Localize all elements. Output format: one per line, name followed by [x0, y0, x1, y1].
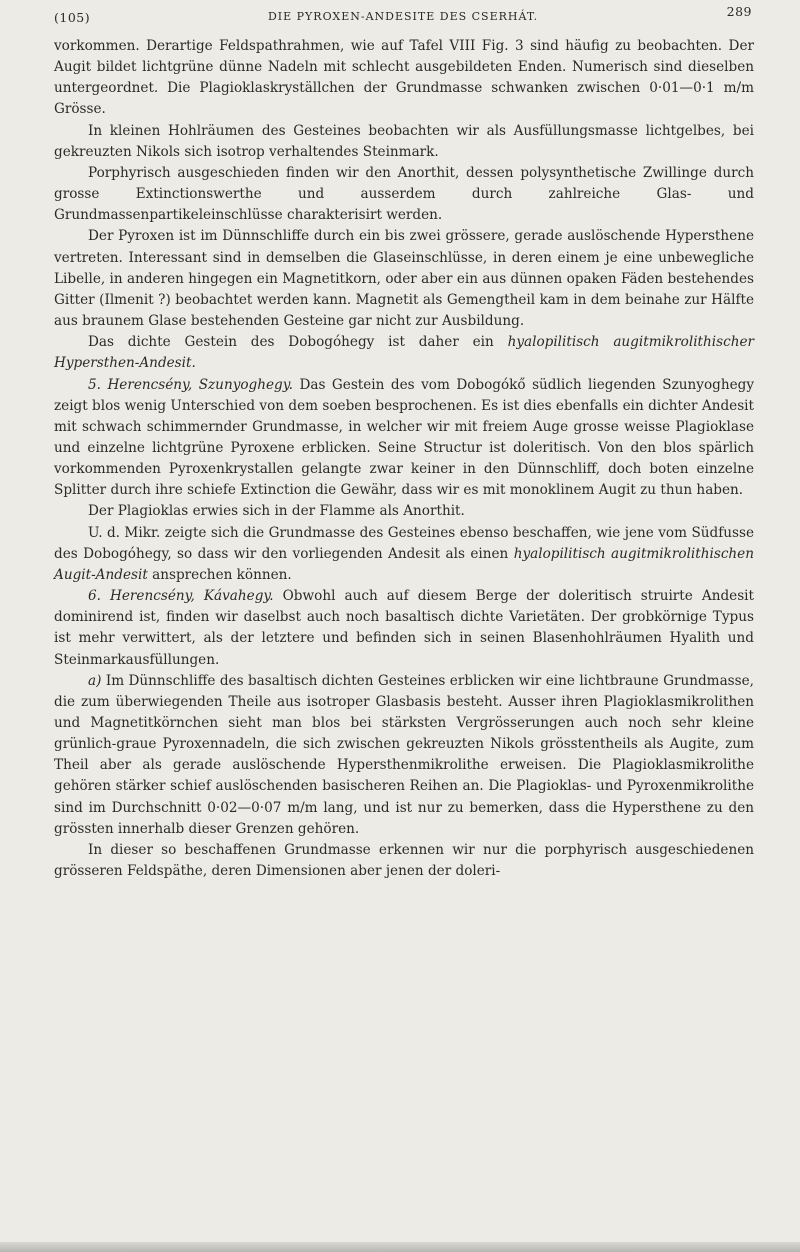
text-run: Porphyrisch ausgeschieden finden wir den Anorthit, dessen polysynthetische Zwillinge durch grosse Extinctionswerthe und ausserdem durch zahlreiche Glas- und Grundmassenpartikeleinschlüsse charakterisirt werden. — [54, 164, 754, 224]
text-run: Der Pyroxen ist im Dünnschliffe durch ein bis zwei grössere, gerade auslöschende Hypersthene vertreten. Interessant sind in demselben die Glaseinschlüsse, in deren einem je eine unbewegliche Libelle, in anderen hingegen ein Magnetitkorn, oder aber ein aus dünnen opaken Fäden bestehendes Gitter (Ilmenit ?) beobachtet werden kann. Magnetit als Gemengtheil kam in dem beinahe zur Hälfte aus braunem Glase bestehenden Gesteine gar nicht zur Ausbildung. — [54, 228, 754, 330]
paragraph — [54, 671, 754, 840]
text-run: In dieser so beschaffenen Grundmasse erkennen wir nur die porphyrisch ausgeschiedenen grösseren Feldspäthe, deren Dimensionen aber jenen der doleri- — [54, 841, 754, 880]
italic-text: 6. Herencsény, Kávahegy. — [88, 588, 274, 605]
scan-edge — [0, 1242, 800, 1252]
text-run: Obwohl auch auf diesem Berge der doleritisch struirte Andesit dominirend ist, finden wir daselbst auch noch basaltisch dichte Varietäten. Der grobkörnige Typus ist mehr verwittert, als der letztere und befinden sich in seinen Blasenhohlräumen Hyalith und Steinmarkausfüllungen. — [54, 588, 754, 668]
italic-text: a) — [88, 672, 102, 689]
text-run: Das Gestein des vom Dobogókő südlich liegenden Szunyoghegy zeigt blos wenig Unterschied von dem soeben besprochenen. Es ist dies ebenfalls ein dichter Andesit mit schwach schimmernder Grundmasse, in welcher wir mit freiem Auge grosse weisse Plagioklase und einzelne lichtgrüne Pyroxene erblicken. Seine Structur ist doleritisch. Von den blos spärlich vorkommenden Pyroxenkrystallen gelangte zwar keiner in den Dünnschliff, doch boten einzelne Splitter durch ihre schiefe Extinction die Gewähr, dass wir es mit monoklinem Augit zu thun haben. — [54, 376, 755, 499]
text-run: Das dichte Gestein des Dobogóhegy ist daher ein — [88, 334, 508, 351]
text-run: In kleinen Hohlräumen des Gesteines beobachten wir als Ausfüllungsmasse lichtgelbes, bei gekreuzten Nikols sich isotrop verhaltendes Steinmark. — [54, 122, 754, 160]
paragraph — [54, 375, 754, 502]
page-number: 289 — [726, 4, 752, 19]
text-run: ansprechen können. — [147, 566, 292, 583]
italic-text: hyalopilitisch augitmikrolithischen Augit-Andesit — [54, 545, 754, 583]
paragraph — [54, 226, 754, 332]
paragraph — [54, 586, 754, 671]
text-run: Der Plagioklas erwies sich in der Flamme als Anorthit. — [88, 503, 465, 520]
paragraph — [54, 36, 754, 121]
italic-text: 5. Herencsény, Szunyoghegy. — [88, 376, 293, 393]
paragraph — [54, 163, 754, 226]
italic-text: hyalopilitisch augitmikrolithischer Hypersthen-Andesit. — [54, 334, 755, 372]
text-run: vorkommen. Derartige Feldspathrahmen, wie auf Tafel VIII Fig. 3 sind häufig zu beobachten. Der Augit bildet lichtgrüne dünne Nadeln mit schlecht ausgebildeten Enden. Numerisch sind dieselben untergeordnet. Die Plagioklaskryställchen der Grundmasse schwanken zwischen 0·01—0·1 m/m Grösse. — [54, 38, 754, 118]
running-title: DIE PYROXEN-ANDESITE DES CSERHÁT. — [267, 10, 539, 23]
text-run: U. d. Mikr. zeigte sich die Grundmasse des Gesteines ebenso beschaffen, wie jene vom Südfusse des Dobogóhegy, so dass wir den vorliegenden Andesit als einen — [54, 524, 754, 562]
paragraph — [54, 523, 754, 586]
running-header — [54, 4, 752, 26]
paragraph — [54, 840, 754, 882]
paragraph — [54, 121, 754, 163]
text-run: Im Dünnschliffe des basaltisch dichten Gesteines erblicken wir eine lichtbraune Grundmasse, die zum überwiegenden Theile aus isotroper Glasbasis besteht. Ausser ihren Plagioklasmikrolithen und Magnetitkörnchen sieht man blos bei stärksten Vergrösserungen auch noch sehr kleine grünlich-graue Pyroxennadeln, die sich zwischen gekreuzten Nikols grösstentheils als Augite, zum Theil aber als gerade auslöschende Hypersthenmikrolithe erweisen. Die Plagioklasmikrolithe gehören stärker schief auslöschenden basischeren Reihen an. Die Plagioklas- und Pyroxenmikrolithe sind im Durchschnitt 0·02—0·07 m/m lang, und ist nur zu bemerken, dass die Hypersthene zu den grössten innerhalb dieser Grenzen gehören. — [54, 672, 754, 837]
section-number: (105) — [54, 10, 91, 25]
paragraph — [54, 332, 754, 374]
body-text — [54, 36, 754, 882]
paragraph — [54, 501, 754, 522]
